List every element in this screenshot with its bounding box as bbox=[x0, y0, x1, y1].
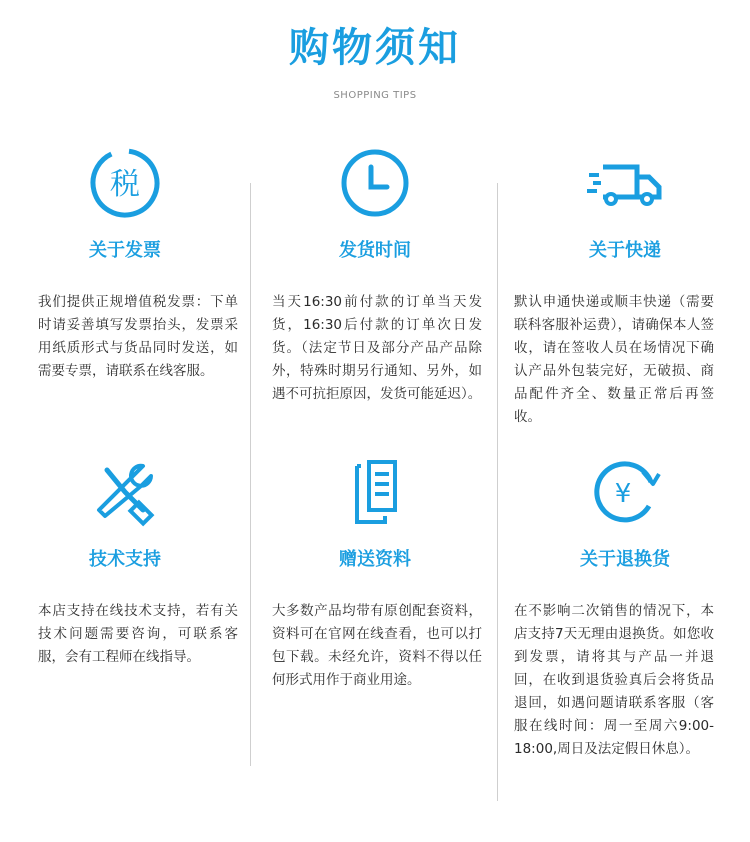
refund-icon bbox=[585, 452, 665, 532]
section-title: 发货时间 bbox=[339, 240, 411, 261]
section-text: 当天16:30前付款的订单当天发货，16:30后付款的订单次日发货。（法定节日及部分产品产品除外，特殊时期另行通知、另外，如遇不可抗拒原因，发货可能延迟）。 bbox=[272, 294, 482, 402]
materials-section bbox=[250, 452, 500, 692]
shipping-time-section bbox=[250, 143, 500, 406]
svg-text:税: 税 bbox=[110, 167, 140, 202]
document-icon bbox=[335, 452, 415, 532]
section-title: 关于快递 bbox=[589, 240, 661, 261]
section-text: 在不影响二次销售的情况下，本店支持7天无理由退换货。如您收到发票，请将其与产品一并退回，在收到退货验真后会将货品退回，如遇问题请联系客服（客服在线时间：周一至周六9:00-18:00,周日及法定假日休息）。 bbox=[514, 603, 714, 757]
truck-icon bbox=[585, 143, 665, 223]
section-text: 本店支持在线技术支持，若有关技术问题需要咨询，可联系客服，会有工程师在线指导。 bbox=[38, 603, 238, 665]
tools-icon bbox=[85, 452, 165, 532]
section-text: 大多数产品均带有原创配套资料，资料可在官网在线查看，也可以打包下载。未经允许，资料不得以任何形式用作于商业用途。 bbox=[272, 603, 482, 688]
express-section bbox=[500, 143, 750, 429]
section-title: 赠送资料 bbox=[339, 549, 411, 570]
section-title: 关于退换货 bbox=[580, 549, 670, 570]
page-subtitle: SHOPPING TIPS bbox=[333, 90, 417, 101]
svg-text:¥: ¥ bbox=[614, 479, 632, 509]
page-title: 购物须知 bbox=[289, 25, 461, 71]
header bbox=[0, 20, 750, 101]
clock-icon bbox=[335, 143, 415, 223]
section-title: 技术支持 bbox=[89, 549, 161, 570]
tech-support-section bbox=[0, 452, 250, 669]
invoice-section bbox=[0, 143, 250, 383]
tax-icon bbox=[85, 143, 165, 223]
section-text: 我们提供正规增值税发票：下单时请妥善填写发票抬头，发票采用纸质形式与货品同时发送，如需要专票，请联系在线客服。 bbox=[38, 294, 238, 379]
section-title: 关于发票 bbox=[89, 240, 161, 261]
returns-section bbox=[500, 452, 750, 761]
section-text: 默认申通快递或顺丰快递（需要联科客服补运费），请确保本人签收，请在签收人员在场情况下确认产品外包装完好，无破损、商品配件齐全、数量正常后再签收。 bbox=[514, 294, 714, 425]
